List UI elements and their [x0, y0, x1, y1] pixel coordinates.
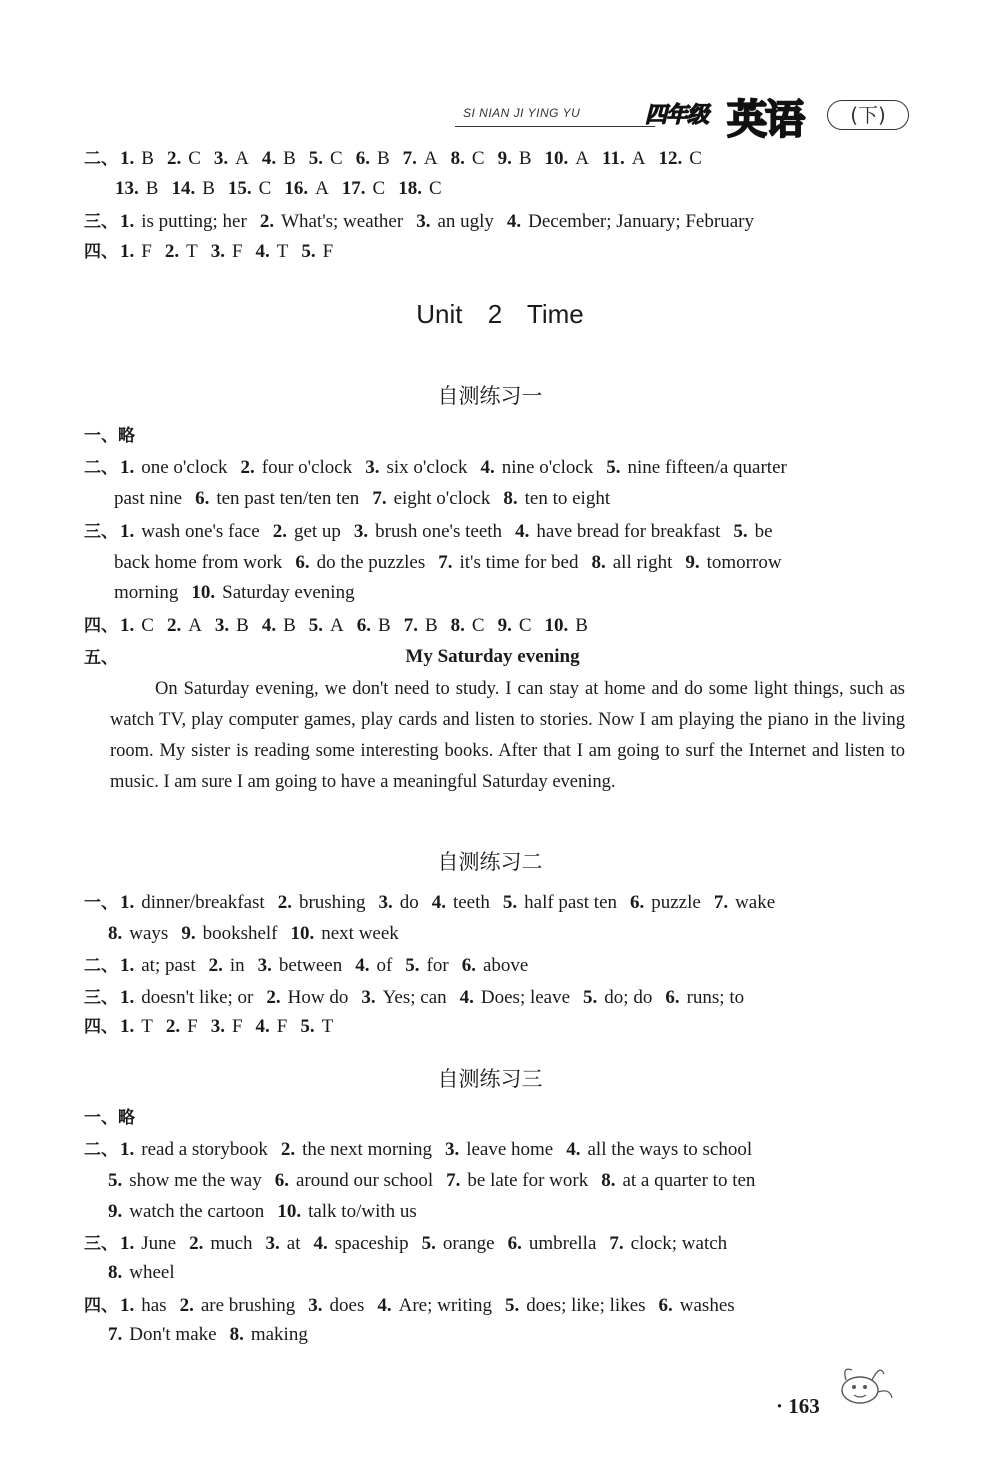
- section-prefix: 四、: [84, 616, 118, 636]
- section-prefix: 二、: [84, 1140, 118, 1160]
- answer-line: [108, 922, 412, 946]
- item-answer: nine o'clock: [501, 457, 594, 478]
- section-prefix: 四、: [84, 242, 118, 262]
- item-answer: Are; writing: [398, 1295, 493, 1316]
- item-answer: B: [202, 178, 215, 199]
- item-answer: F: [231, 241, 243, 262]
- item-number: 5.: [502, 892, 518, 913]
- item-number: 12.: [658, 148, 683, 169]
- item-number: 9.: [108, 1201, 123, 1222]
- item-answer: leave home: [466, 1139, 554, 1160]
- item-answer: is putting; her: [141, 211, 247, 232]
- answer-line: [84, 986, 757, 1010]
- item-number: 6.: [630, 892, 645, 913]
- item-answer: F: [141, 241, 152, 262]
- item-number: 10.: [191, 582, 216, 603]
- item-answer: read a storybook: [141, 1139, 268, 1160]
- item-number: 3.: [416, 211, 431, 232]
- item-answer: C: [518, 615, 532, 636]
- item-number: 1.: [120, 241, 135, 262]
- item-answer: teeth: [452, 892, 490, 913]
- item-number: 2.: [164, 241, 180, 262]
- item-number: 3.: [361, 987, 376, 1008]
- item-number: 5.: [300, 1016, 315, 1037]
- answer-line: [84, 456, 800, 480]
- section-prefix: 二、: [84, 149, 118, 169]
- item-answer: eight o'clock: [393, 488, 491, 509]
- item-number: 6.: [658, 1295, 673, 1316]
- answer-line: [84, 1138, 765, 1162]
- item-number: 7.: [446, 1170, 461, 1191]
- item-number: 4.: [255, 241, 270, 262]
- item-number: 6.: [355, 148, 370, 169]
- item-number: 1.: [120, 1233, 135, 1254]
- item-answer: at a quarter to ten: [622, 1170, 756, 1191]
- item-number: 7.: [372, 488, 387, 509]
- item-answer: do the puzzles: [316, 552, 426, 573]
- section-prefix: 一、略: [84, 426, 135, 446]
- item-answer: ways: [129, 923, 169, 944]
- item-answer: all the ways to school: [587, 1139, 753, 1160]
- test2-title: 自测练习二: [437, 850, 543, 874]
- item-number: 14.: [171, 178, 196, 199]
- item-answer: B: [145, 178, 159, 199]
- item-number: 1.: [120, 148, 135, 169]
- item-answer: C: [428, 178, 442, 199]
- item-answer: June: [141, 1233, 177, 1254]
- item-number: 4.: [313, 1233, 328, 1254]
- item-number: 1.: [120, 892, 135, 913]
- item-answer: between: [278, 955, 343, 976]
- item-answer: B: [236, 615, 249, 636]
- item-number: 8.: [503, 488, 518, 509]
- item-number: 3.: [210, 1016, 225, 1037]
- item-number: 3.: [353, 521, 369, 542]
- item-answer: runs; to: [686, 987, 745, 1008]
- item-answer: B: [376, 148, 390, 169]
- section-prefix: 三、: [84, 988, 118, 1008]
- item-answer: Does; leave: [480, 987, 571, 1008]
- item-answer: above: [482, 955, 529, 976]
- item-answer: A: [330, 615, 344, 636]
- item-number: 4.: [355, 955, 370, 976]
- item-number: 1.: [120, 615, 135, 636]
- section-prefix: 二、: [84, 956, 118, 976]
- item-answer: in: [229, 955, 245, 976]
- section-prefix: 四、: [84, 1017, 118, 1037]
- item-number: 4.: [261, 148, 277, 169]
- item-number: 4.: [255, 1016, 270, 1037]
- item-answer: A: [575, 148, 590, 169]
- item-number: 1.: [120, 521, 135, 542]
- item-answer: C: [141, 615, 154, 636]
- item-answer: has: [141, 1295, 167, 1316]
- answer-line: [84, 1232, 740, 1256]
- item-number: 5.: [606, 457, 621, 478]
- item-answer: C: [372, 178, 386, 199]
- item-answer: next week: [321, 923, 399, 944]
- item-answer: F: [231, 1016, 243, 1037]
- item-answer: does: [329, 1295, 365, 1316]
- answer-line: [84, 891, 788, 915]
- item-number: 15.: [227, 178, 252, 199]
- item-answer: be late for work: [467, 1170, 589, 1191]
- item-answer: making: [250, 1324, 308, 1345]
- item-number: 8.: [450, 148, 465, 169]
- item-answer: watch the cartoon: [129, 1201, 265, 1222]
- item-number: 8.: [108, 923, 123, 944]
- item-answer: C: [330, 148, 343, 169]
- item-answer: F: [276, 1016, 288, 1037]
- item-number: 10.: [544, 148, 569, 169]
- item-answer: have bread for breakfast: [536, 521, 721, 542]
- answer-line: [84, 1106, 135, 1130]
- item-answer: tomorrow: [706, 552, 782, 573]
- item-answer: A: [423, 148, 438, 169]
- test3-title: 自测练习三: [437, 1067, 543, 1091]
- item-answer: C: [471, 615, 485, 636]
- item-answer: at; past: [141, 955, 196, 976]
- item-number: 2.: [240, 457, 255, 478]
- item-answer: A: [188, 615, 202, 636]
- item-number: 5.: [405, 955, 420, 976]
- answer-line: [108, 1169, 768, 1193]
- item-answer: talk to/with us: [308, 1201, 417, 1222]
- item-answer: bookshelf: [202, 923, 278, 944]
- item-answer: B: [283, 615, 296, 636]
- item-number: 2.: [280, 1139, 296, 1160]
- item-answer: Yes; can: [382, 987, 447, 1008]
- item-number: 5.: [108, 1170, 123, 1191]
- item-number: 7.: [403, 615, 418, 636]
- item-number: 1.: [120, 1295, 135, 1316]
- item-number: 2.: [179, 1295, 194, 1316]
- answer-line: [108, 1323, 321, 1347]
- item-answer: nine fifteen/a quarter: [627, 457, 787, 478]
- item-answer: it's time for bed: [459, 552, 579, 573]
- item-number: 2.: [208, 955, 223, 976]
- answer-line: [84, 1015, 346, 1039]
- item-number: 7.: [438, 552, 453, 573]
- item-answer: What's; weather: [281, 211, 404, 232]
- answer-line: [114, 551, 795, 575]
- item-number: 8.: [601, 1170, 616, 1191]
- answer-line: [84, 240, 346, 264]
- answer-line: [114, 487, 623, 511]
- item-number: 1.: [120, 457, 135, 478]
- item-number: 9.: [181, 923, 196, 944]
- item-number: 8.: [591, 552, 606, 573]
- item-number: 2.: [259, 211, 275, 232]
- item-answer: brushing: [298, 892, 366, 913]
- item-answer: B: [518, 148, 532, 169]
- item-answer: show me the way: [129, 1170, 262, 1191]
- item-number: 8.: [450, 615, 465, 636]
- item-number: 13.: [115, 178, 139, 199]
- item-answer: B: [575, 615, 588, 636]
- item-number: 3.: [214, 615, 230, 636]
- item-answer: back home from work: [114, 552, 283, 573]
- answer-line: [115, 177, 455, 201]
- item-number: 10.: [290, 923, 315, 944]
- item-number: 10.: [277, 1201, 302, 1222]
- answer-line: [84, 1294, 748, 1318]
- item-answer: get up: [293, 521, 341, 542]
- item-number: 2.: [272, 521, 287, 542]
- answer-line: [84, 614, 601, 638]
- item-number: 18.: [398, 178, 422, 199]
- item-answer: T: [141, 1016, 153, 1037]
- item-answer: one o'clock: [141, 457, 228, 478]
- item-number: 5.: [301, 241, 316, 262]
- item-answer: for: [426, 955, 449, 976]
- item-answer: B: [141, 148, 154, 169]
- item-number: 1.: [120, 1016, 135, 1037]
- item-answer: wash one's face: [141, 521, 260, 542]
- unit-title: Unit 2 Time: [416, 299, 584, 329]
- item-answer: A: [235, 148, 249, 169]
- item-number: 4.: [377, 1295, 392, 1316]
- item-answer: of: [376, 955, 393, 976]
- section-prefix: 三、: [84, 212, 118, 232]
- item-number: 6.: [195, 488, 210, 509]
- item-number: 5.: [308, 615, 324, 636]
- answer-line: [108, 1200, 430, 1224]
- section-prefix: 五、: [84, 648, 118, 668]
- item-answer: A: [631, 148, 646, 169]
- header-pinyin: SI NIAN JI YING YU: [463, 106, 581, 120]
- item-number: 6.: [507, 1233, 522, 1254]
- item-number: 5.: [505, 1295, 520, 1316]
- item-answer: puzzle: [651, 892, 701, 913]
- item-answer: an ugly: [437, 211, 494, 232]
- item-answer: ten past ten/ten ten: [216, 488, 360, 509]
- item-answer: B: [378, 615, 391, 636]
- item-answer: umbrella: [528, 1233, 597, 1254]
- item-number: 1.: [120, 211, 135, 232]
- answer-line: [84, 954, 541, 978]
- essay-paragraph: On Saturday evening, we don't need to study. I can stay at home and do some light things, such as watch TV, play computer games, play cards and listen to stories. Now I am playing the piano in the living room. My sister is reading some interesting books. After that I am going to surf the Internet and listen to music. I am sure I am going to have a meaningful Saturday evening.: [110, 679, 905, 792]
- item-answer: wake: [735, 892, 776, 913]
- section-prefix: 一、略: [84, 1108, 135, 1128]
- item-answer: wheel: [129, 1262, 175, 1283]
- item-number: 3.: [308, 1295, 323, 1316]
- item-answer: How do: [287, 987, 349, 1008]
- answer-line: [108, 1261, 188, 1285]
- page-number: · 163: [776, 1394, 820, 1418]
- item-answer: do: [399, 892, 419, 913]
- item-number: 8.: [108, 1262, 123, 1283]
- item-number: 16.: [284, 178, 309, 199]
- item-answer: doesn't like; or: [141, 987, 254, 1008]
- item-number: 4.: [566, 1139, 581, 1160]
- item-answer: T: [276, 241, 289, 262]
- item-number: 9.: [685, 552, 700, 573]
- item-number: 2.: [165, 1016, 181, 1037]
- item-answer: the next morning: [302, 1139, 432, 1160]
- item-answer: at: [286, 1233, 301, 1254]
- item-answer: past nine: [114, 488, 183, 509]
- item-number: 5.: [308, 148, 324, 169]
- item-answer: are brushing: [200, 1295, 296, 1316]
- item-number: 1.: [120, 1139, 135, 1160]
- item-number: 7.: [609, 1233, 624, 1254]
- section-prefix: 一、: [84, 893, 118, 913]
- item-answer: much: [210, 1233, 253, 1254]
- item-answer: be: [754, 521, 773, 542]
- item-answer: A: [315, 178, 329, 199]
- header-rule: [455, 126, 655, 127]
- item-answer: six o'clock: [386, 457, 468, 478]
- item-number: 3.: [257, 955, 272, 976]
- header-grade: 四年级: [645, 103, 709, 128]
- section-prefix: 三、: [84, 522, 118, 542]
- item-number: 5.: [421, 1233, 436, 1254]
- item-answer: B: [283, 148, 296, 169]
- item-answer: brush one's teeth: [375, 521, 503, 542]
- section-prefix: 二、: [84, 458, 118, 478]
- item-number: 4.: [431, 892, 446, 913]
- item-number: 7.: [108, 1324, 123, 1345]
- item-number: 7.: [713, 892, 729, 913]
- item-answer: Don't make: [129, 1324, 217, 1345]
- item-number: 6.: [274, 1170, 289, 1191]
- item-answer: F: [322, 241, 334, 262]
- item-number: 9.: [497, 148, 512, 169]
- item-answer: ten to eight: [524, 488, 611, 509]
- item-answer: morning: [114, 582, 179, 603]
- item-answer: do; do: [604, 987, 653, 1008]
- page-header: [455, 92, 915, 143]
- item-number: 3.: [265, 1233, 280, 1254]
- item-answer: C: [258, 178, 272, 199]
- item-answer: around our school: [295, 1170, 434, 1191]
- header-subject: 英语: [727, 97, 803, 143]
- item-answer: spaceship: [334, 1233, 409, 1254]
- header-volume: (下): [827, 100, 909, 130]
- item-number: 2.: [166, 615, 182, 636]
- item-number: 2.: [277, 892, 292, 913]
- item-number: 4.: [515, 521, 530, 542]
- item-number: 4.: [261, 615, 277, 636]
- item-number: 6.: [665, 987, 680, 1008]
- item-answer: C: [471, 148, 485, 169]
- item-number: 2.: [166, 148, 182, 169]
- item-number: 3.: [378, 892, 393, 913]
- item-answer: washes: [679, 1295, 735, 1316]
- item-answer: half past ten: [524, 892, 617, 913]
- answer-line: [84, 520, 786, 544]
- item-number: 1.: [120, 955, 135, 976]
- item-answer: clock; watch: [630, 1233, 728, 1254]
- item-number: 1.: [120, 987, 135, 1008]
- item-answer: C: [188, 148, 201, 169]
- item-number: 7.: [402, 148, 417, 169]
- item-number: 2.: [266, 987, 281, 1008]
- item-number: 4.: [459, 987, 474, 1008]
- item-answer: Saturday evening: [222, 582, 355, 603]
- essay-title: My Saturday evening: [405, 646, 580, 667]
- item-number: 8.: [229, 1324, 244, 1345]
- item-number: 17.: [341, 178, 366, 199]
- section-prefix: 三、: [84, 1234, 118, 1254]
- item-answer: all right: [612, 552, 673, 573]
- item-answer: orange: [442, 1233, 495, 1254]
- item-answer: dinner/breakfast: [141, 892, 265, 913]
- item-number: 11.: [602, 148, 625, 169]
- item-number: 4.: [506, 211, 522, 232]
- answer-line: [84, 147, 715, 171]
- item-answer: C: [689, 148, 702, 169]
- mascot-icon: [828, 1358, 898, 1408]
- answer-line: [84, 424, 135, 448]
- item-number: 3.: [444, 1139, 460, 1160]
- item-number: 4.: [480, 457, 495, 478]
- item-number: 6.: [295, 552, 310, 573]
- item-number: 3.: [210, 241, 225, 262]
- item-answer: December; January; February: [528, 211, 754, 232]
- answer-line: [114, 581, 368, 605]
- item-number: 2.: [189, 1233, 204, 1254]
- item-answer: does; like; likes: [526, 1295, 646, 1316]
- answer-line: [84, 210, 767, 234]
- item-number: 9.: [497, 615, 512, 636]
- item-number: 6.: [356, 615, 372, 636]
- section-prefix: 四、: [84, 1296, 118, 1316]
- item-number: 5.: [583, 987, 598, 1008]
- item-number: 10.: [544, 615, 569, 636]
- item-number: 3.: [365, 457, 380, 478]
- item-number: 3.: [213, 148, 229, 169]
- item-answer: four o'clock: [261, 457, 353, 478]
- test1-title: 自测练习一: [437, 384, 543, 408]
- item-number: 5.: [733, 521, 748, 542]
- item-answer: B: [424, 615, 438, 636]
- item-answer: T: [321, 1016, 334, 1037]
- item-number: 6.: [461, 955, 476, 976]
- item-answer: F: [187, 1016, 198, 1037]
- item-answer: T: [186, 241, 198, 262]
